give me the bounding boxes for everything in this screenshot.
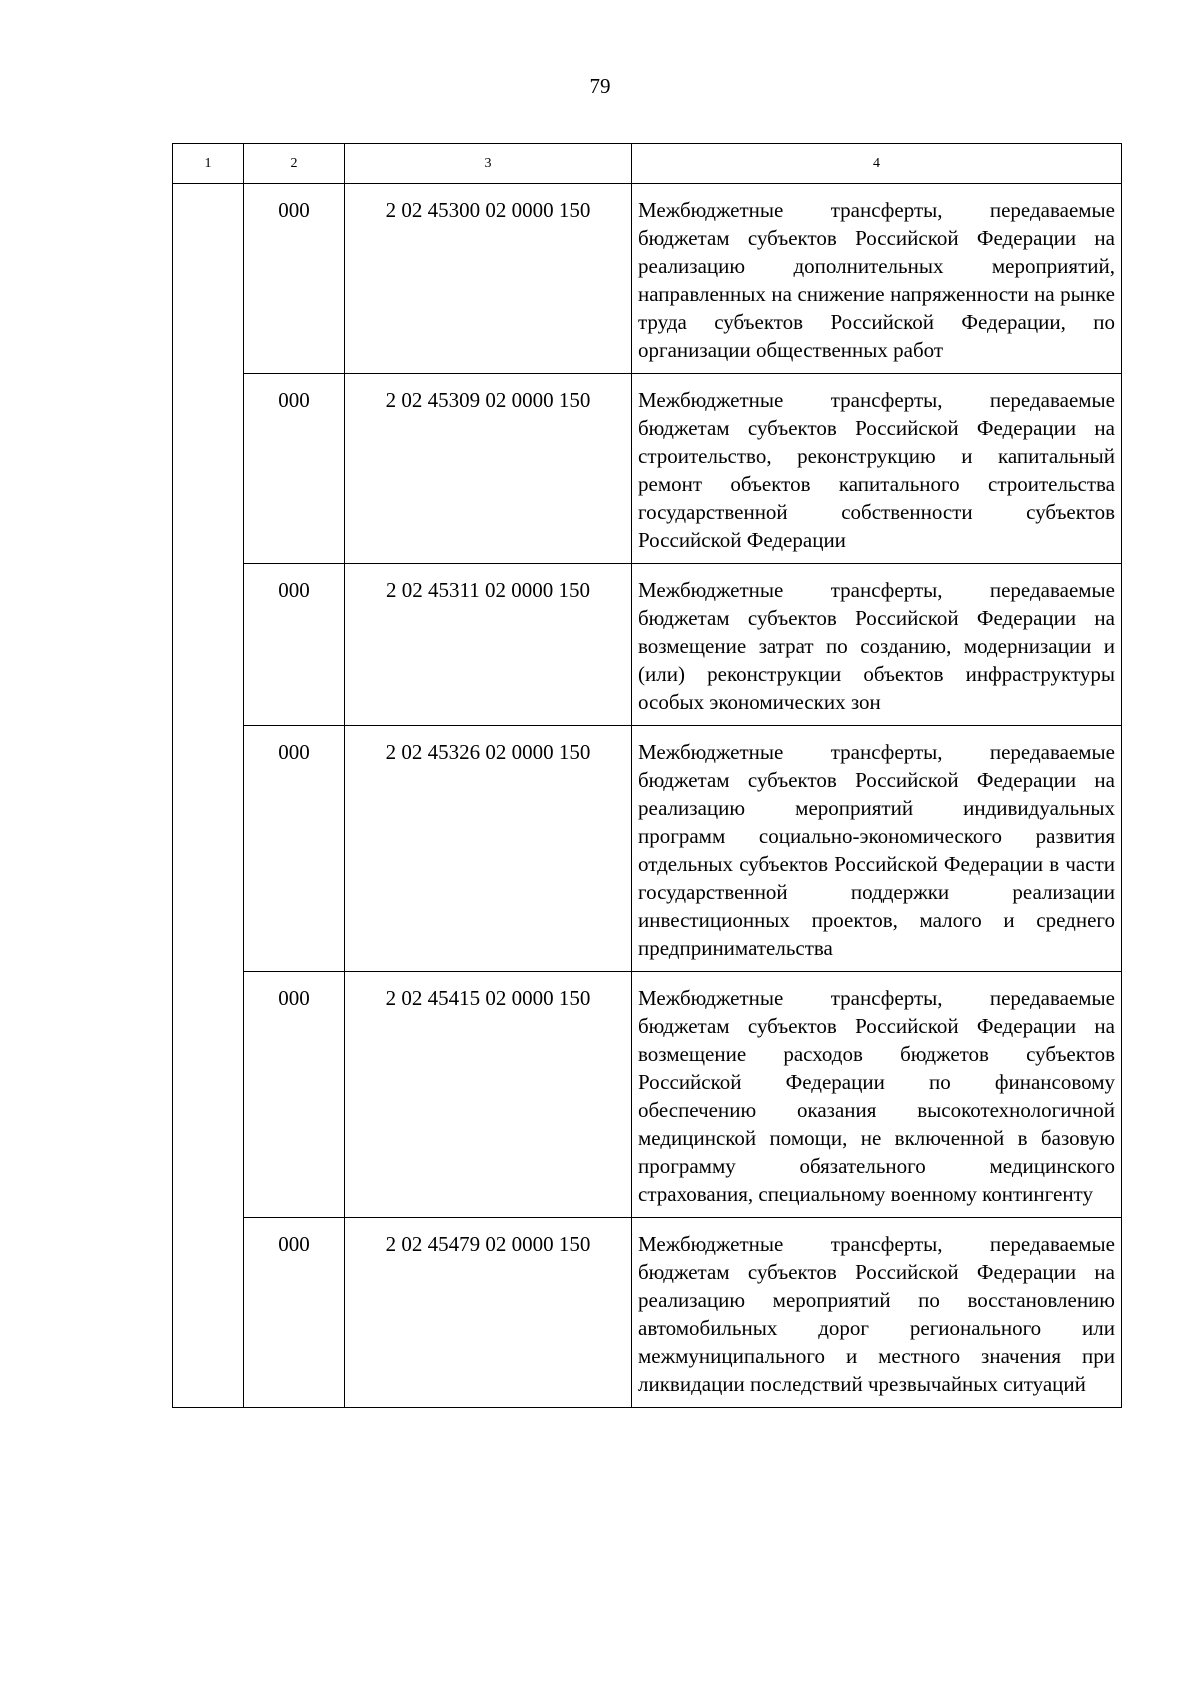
page-number: 79 (589, 74, 611, 98)
kbk-code-cell: 2 02 45479 02 0000 150 (345, 1218, 632, 1408)
kbk-code-cell: 2 02 45415 02 0000 150 (345, 972, 632, 1218)
kbk-code-cell: 2 02 45311 02 0000 150 (345, 564, 632, 726)
table-row (173, 972, 1122, 1218)
table-row (173, 1218, 1122, 1408)
column-number-1: 1 (173, 144, 244, 184)
admin-code-cell: 000 (244, 374, 345, 564)
table-row (173, 374, 1122, 564)
admin-code-cell: 000 (244, 1218, 345, 1408)
column-number-2: 2 (244, 144, 345, 184)
description-cell: Межбюджетные трансферты, передаваемые бюджетам субъектов Российской Федерации на строительство, реконструкцию и капитальный ремонт объектов капитального строительства государственной собственности субъектов Российской Федерации (632, 374, 1122, 564)
description-cell: Межбюджетные трансферты, передаваемые бюджетам субъектов Российской Федерации на реализацию дополнительных мероприятий, направленных на снижение напряженности на рынке труда субъектов Российской Федерации, по организации общественных работ (632, 184, 1122, 374)
column-number-3: 3 (345, 144, 632, 184)
column-number-4: 4 (632, 144, 1122, 184)
column-number-row (173, 144, 1122, 184)
table-row (173, 726, 1122, 972)
table-row (173, 564, 1122, 726)
description-cell: Межбюджетные трансферты, передаваемые бюджетам субъектов Российской Федерации на реализацию мероприятий индивидуальных программ социально-экономического развития отдельных субъектов Российской Федерации в части государственной поддержки реализации инвестиционных проектов, малого и среднего предпринимательства (632, 726, 1122, 972)
kbk-code-cell: 2 02 45326 02 0000 150 (345, 726, 632, 972)
description-cell: Межбюджетные трансферты, передаваемые бюджетам субъектов Российской Федерации на реализацию мероприятий по восстановлению автомобильных дорог регионального или межмуниципального и местного значения при ликвидации последствий чрезвычайных ситуаций (632, 1218, 1122, 1408)
description-cell: Межбюджетные трансферты, передаваемые бюджетам субъектов Российской Федерации на возмещение затрат по созданию, модернизации и (или) реконструкции объектов инфраструктуры особых экономических зон (632, 564, 1122, 726)
description-cell: Межбюджетные трансферты, передаваемые бюджетам субъектов Российской Федерации на возмещение расходов бюджетов субъектов Российской Федерации по финансовому обеспечению оказания высокотехнологичной медицинской помощи, не включенной в базовую программу обязательного медицинского страхования, специальному военному контингенту (632, 972, 1122, 1218)
kbk-code-cell: 2 02 45300 02 0000 150 (345, 184, 632, 374)
budget-classification-table (172, 143, 1122, 1408)
kbk-code-cell: 2 02 45309 02 0000 150 (345, 374, 632, 564)
admin-code-cell: 000 (244, 972, 345, 1218)
empty-first-column-cell (173, 184, 244, 1408)
admin-code-cell: 000 (244, 184, 345, 374)
admin-code-cell: 000 (244, 564, 345, 726)
table-row (173, 184, 1122, 374)
admin-code-cell: 000 (244, 726, 345, 972)
